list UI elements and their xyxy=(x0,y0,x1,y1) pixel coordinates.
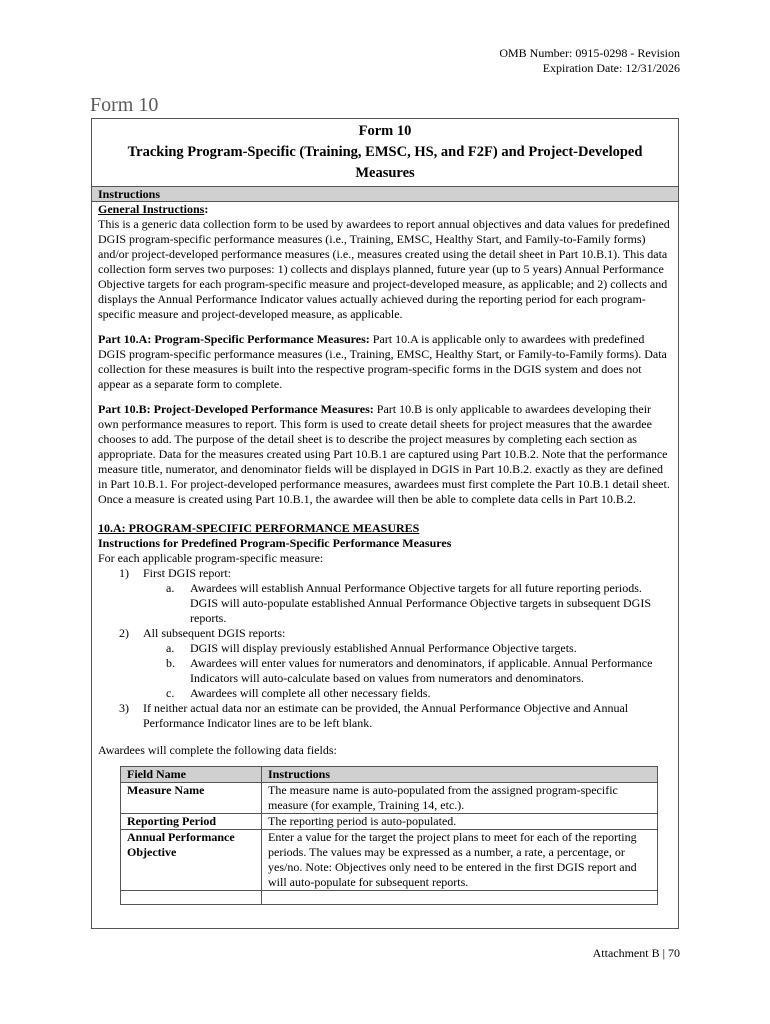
field-name-cell: Measure Name xyxy=(121,783,262,814)
part-b-paragraph xyxy=(98,402,672,507)
step-number: 3) xyxy=(119,701,129,715)
expiration-date: Expiration Date: 12/31/2026 xyxy=(542,61,680,75)
part-b-body: Part 10.B is only applicable to awardees developing their own performance measures to report. This form is used to create detail sheets for project measures that the awardee chooses to add. The purpose of the detail sheet is to describe the project measures by completing each section as appropriate. Data for the measures created using Part 10.B.1 are captured using Part 10.B.2. Note that the performance measure title, numerator, and denominator fields will be displayed in DGIS in Part 10.B.2. exactly as they are defined in Part 10.B.1. For project-developed performance measures, awardees must first complete the Part 10.B.1 detail sheet. Once a measure is created using Part 10.B.1, the awardee will then be able to complete data cells in Part 10.B.2. xyxy=(98,402,670,506)
substep-item xyxy=(98,686,672,701)
table-row xyxy=(121,814,658,830)
step-item xyxy=(98,701,672,731)
part-a-body: Part 10.A is applicable only to awardees with predefined DGIS program-specific performance measures (i.e., Training, EMSC, Healthy Start, or Family-to-Family forms). Data collection for these measures is built into the respective program-specific forms in the DGIS system and does not appear as a separate form to complete. xyxy=(98,332,667,391)
section-10a-subheading: Instructions for Predefined Program-Specific Performance Measures xyxy=(98,536,452,550)
form-title-line2: Tracking Program-Specific (Training, EMSC, HS, and F2F) and Project-Developed Measures xyxy=(127,144,643,181)
substep-item xyxy=(98,581,672,626)
substep-letter: b. xyxy=(166,656,175,670)
step-number: 2) xyxy=(119,626,129,640)
empty-cell xyxy=(121,891,262,905)
substep-text: Awardees will enter values for numerators and denominators, if applicable. Annual Performance Indicators will auto-calculate based on values from numerators and denominators. xyxy=(190,656,653,685)
instructions-content xyxy=(92,202,678,905)
substep-letter: c. xyxy=(166,686,175,700)
field-name-cell: Annual Performance Objective xyxy=(121,830,262,891)
step-number: 1) xyxy=(119,566,129,580)
form-title-block xyxy=(92,119,678,186)
substep-letter: a. xyxy=(166,581,175,595)
steps-list xyxy=(98,566,672,581)
step-item xyxy=(98,566,672,581)
table-row xyxy=(121,783,658,814)
substep-text: Awardees will establish Annual Performance Objective targets for all future reporting periods. DGIS will auto-populate established Annual Performance Objective targets in subsequent DGIS reports. xyxy=(190,581,652,625)
substep-text: Awardees will complete all other necessary fields. xyxy=(190,686,431,700)
part-a-label: Part 10.A: Program-Specific Performance Measures: xyxy=(98,332,370,346)
substep-text: DGIS will display previously established Annual Performance Objective targets. xyxy=(190,641,577,655)
form-frame xyxy=(91,118,679,929)
step-text: If neither actual data nor an estimate can be provided, the Annual Performance Objective and Annual Performance Indicator lines are to be left blank. xyxy=(143,701,629,730)
steps-list xyxy=(98,626,672,641)
field-instructions-cell: The measure name is auto-populated from the assigned program-specific measure (for example, Training 14, etc.). xyxy=(262,783,658,814)
general-instructions-body: This is a generic data collection form to be used by awardees to report annual objectives and data values for predefined DGIS program-specific performance measures (i.e., Training, EMSC, Healthy Start, and Family-to-Family forms) and/or project-developed performance measures (i.e., measures created using the detail sheet in Part 10.B.1). This data collection form serves two purposes: 1) collects and displays planned, future year (up to 5 years) Annual Performance Objective targets for each program-specific measure and project-developed measure, as applicable; and 2) collects and displays the Annual Performance Indicator values actually achieved during the reporting period for each program-specific measure and project-developed measure, as applicable. xyxy=(98,217,670,321)
substep-letter: a. xyxy=(166,641,175,655)
general-heading-colon: : xyxy=(204,202,209,216)
form-title-line1: Form 10 xyxy=(358,123,412,139)
fields-table xyxy=(120,766,658,905)
general-instructions-heading xyxy=(98,202,672,217)
substeps-list xyxy=(98,641,672,701)
field-instructions-cell: The reporting period is auto-populated. xyxy=(262,814,658,830)
steps-list xyxy=(98,701,672,731)
page-footer: Attachment B | 70 xyxy=(592,946,680,960)
fields-intro: Awardees will complete the following data fields: xyxy=(98,743,337,757)
section-10a-intro: For each applicable program-specific measure: xyxy=(98,551,324,565)
step-text: First DGIS report: xyxy=(143,566,231,580)
empty-cell xyxy=(262,891,658,905)
field-name-cell: Reporting Period xyxy=(121,814,262,830)
field-instructions-cell: Enter a value for the target the project plans to meet for each of the reporting periods. The values may be expressed as a number, a rate, a percentage, or yes/no. Note: Objectives only need to be entered in the first DGIS report and will auto-populate for subsequent reports. xyxy=(262,830,658,891)
substep-item xyxy=(98,641,672,656)
general-heading-text: General Instructions xyxy=(98,202,205,216)
section-10a-heading: 10.A: PROGRAM-SPECIFIC PERFORMANCE MEASURES xyxy=(98,521,420,535)
step-text: All subsequent DGIS reports: xyxy=(143,626,286,640)
table-header-field-name: Field Name xyxy=(121,767,262,783)
omb-info xyxy=(499,46,680,76)
substep-item xyxy=(98,656,672,686)
part-b-label: Part 10.B: Project-Developed Performance Measures: xyxy=(98,402,374,416)
step-item xyxy=(98,626,672,641)
table-row-empty xyxy=(121,891,658,905)
table-row xyxy=(121,830,658,891)
table-header-instructions: Instructions xyxy=(262,767,658,783)
table-header-row xyxy=(121,767,658,783)
substeps-list xyxy=(98,581,672,626)
part-a-paragraph xyxy=(98,332,672,392)
omb-number: OMB Number: 0915-0298 - Revision xyxy=(499,46,680,60)
instructions-bar: Instructions xyxy=(92,186,678,202)
form-heading: Form 10 xyxy=(90,94,159,116)
